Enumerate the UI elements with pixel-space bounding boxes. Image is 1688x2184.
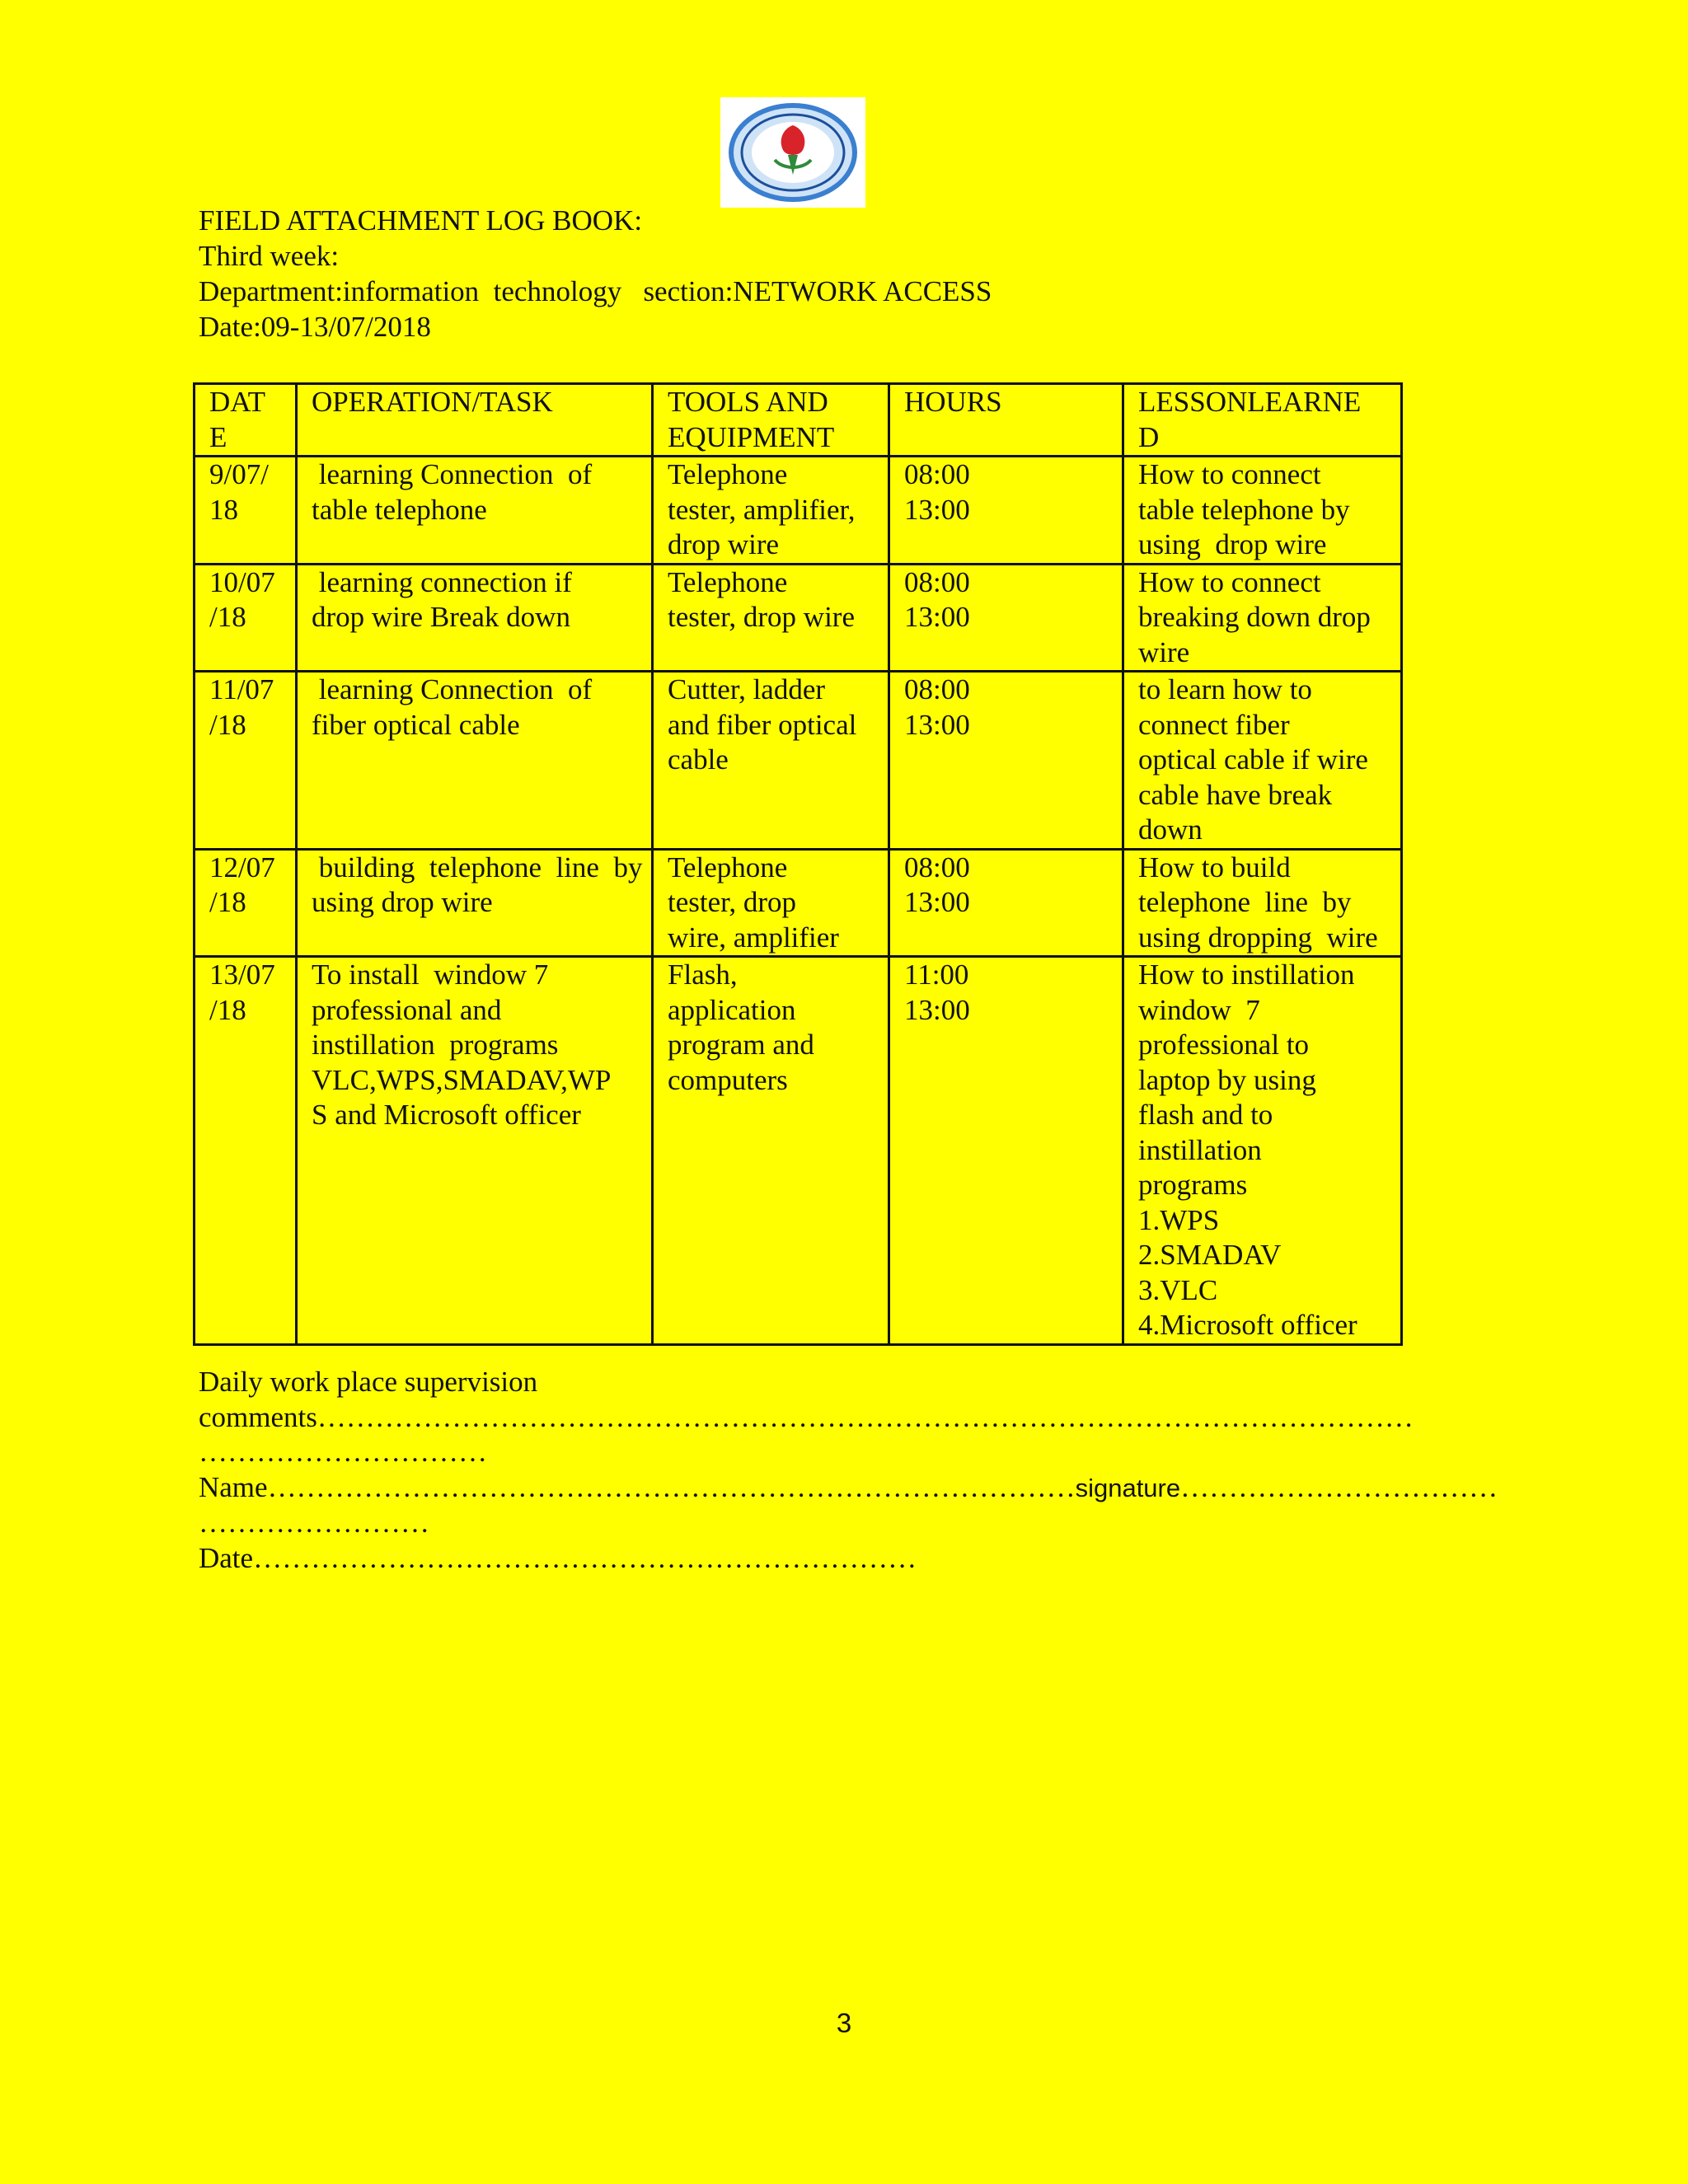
name-signature-line — [199, 1470, 1498, 1507]
table-row — [195, 457, 1402, 565]
cell-tools-equipment-line: tester, amplifier, — [668, 493, 856, 526]
cell-lesson-learned-line: window 7 — [1138, 993, 1260, 1026]
cell-hours — [889, 849, 1123, 957]
cell-operation-task-line: instillation programs — [312, 1029, 559, 1061]
cell-tools-equipment-line: tester, drop — [668, 886, 797, 918]
cell-operation-task-line: fiber optical cable — [312, 708, 520, 741]
cell-date-line: /18 — [209, 601, 246, 633]
signature-field: …………………………… — [1180, 1470, 1498, 1503]
cell-operation-task-line: VLC,WPS,SMADAV,WP — [312, 1063, 612, 1096]
cell-tools-equipment-line: and fiber optical — [668, 708, 857, 741]
cell-tools-equipment — [653, 672, 889, 850]
cell-tools-equipment-line: application — [668, 993, 796, 1026]
cell-hours-line: 13:00 — [904, 993, 970, 1026]
signature-continuation: …………………… — [199, 1507, 429, 1539]
log-table — [193, 382, 1403, 1346]
university-seal-icon — [725, 101, 860, 204]
cell-hours-line: 08:00 — [904, 458, 970, 490]
cell-tools-equipment-line: wire, amplifier — [668, 921, 839, 954]
cell-hours-line: 08:00 — [904, 673, 970, 705]
cell-hours-line: 08:00 — [904, 565, 970, 598]
date-range: Date:09-13/07/2018 — [199, 311, 431, 343]
cell-tools-equipment — [653, 564, 889, 672]
cell-tools-equipment-line: drop wire — [668, 528, 780, 560]
comments-continuation: ………………………… — [199, 1436, 487, 1468]
cell-lesson-learned-line: cable have break — [1138, 778, 1333, 811]
cell-operation-task — [297, 457, 653, 565]
cell-operation-task-line: S and Microsoft officer — [312, 1099, 581, 1131]
cell-lesson-learned-line: optical cable if wire — [1138, 743, 1368, 776]
cell-tools-equipment-line: tester, drop wire — [668, 601, 855, 633]
cell-lesson-learned-line: programs — [1138, 1169, 1248, 1201]
cell-operation-task-line: learning Connection of — [312, 458, 593, 490]
cell-hours-line: 13:00 — [904, 493, 970, 526]
cell-date-line: 11/07 — [209, 673, 274, 705]
cell-date-line: 12/07 — [209, 851, 275, 883]
cell-tools-equipment-line: Telephone — [668, 565, 788, 598]
cell-date-line: /18 — [209, 708, 246, 741]
document-title: FIELD ATTACHMENT LOG BOOK: — [199, 204, 643, 237]
header-operation-task: OPERATION/TASK — [297, 384, 653, 457]
cell-hours — [889, 457, 1123, 565]
cell-tools-equipment-line: Flash, — [668, 958, 738, 991]
cell-tools-equipment — [653, 457, 889, 565]
cell-lesson-learned-line: wire — [1138, 635, 1190, 668]
logbook-header — [199, 203, 992, 344]
cell-tools-equipment-line: computers — [668, 1063, 788, 1096]
cell-date — [195, 457, 297, 565]
cell-date-line: /18 — [209, 886, 246, 918]
cell-tools-equipment-line: program and — [668, 1029, 814, 1061]
cell-date-line: 10/07 — [209, 565, 275, 598]
cell-tools-equipment-line: Cutter, ladder — [668, 673, 826, 705]
cell-operation-task-line: drop wire Break down — [312, 601, 570, 633]
cell-lesson-learned — [1123, 564, 1402, 672]
cell-date — [195, 564, 297, 672]
cell-hours-line: 11:00 — [904, 958, 969, 991]
cell-lesson-learned-line: How to build — [1138, 851, 1291, 883]
cell-operation-task-line: learning connection if — [312, 565, 572, 598]
cell-lesson-learned — [1123, 957, 1402, 1345]
cell-lesson-learned-line: down — [1138, 813, 1203, 846]
cell-hours — [889, 564, 1123, 672]
page-number: 3 — [836, 2008, 852, 2038]
table-row — [195, 672, 1402, 850]
header-date: DAT E — [195, 384, 297, 457]
cell-lesson-learned-line: How to connect — [1138, 458, 1321, 490]
cell-lesson-learned-line: using dropping wire — [1138, 921, 1378, 954]
cell-tools-equipment-line: Telephone — [668, 851, 788, 883]
cell-lesson-learned-line: to learn how to — [1138, 673, 1312, 705]
cell-operation-task-line: learning Connection of — [312, 673, 593, 705]
cell-lesson-learned-line: breaking down drop — [1138, 601, 1371, 633]
cell-hours — [889, 957, 1123, 1345]
cell-lesson-learned-line: How to instillation — [1138, 958, 1355, 991]
cell-lesson-learned-line: 2.SMADAV — [1138, 1239, 1282, 1271]
cell-operation-task-line: professional and — [312, 993, 502, 1026]
cell-operation-task-line: table telephone — [312, 493, 487, 526]
signature-label: signature — [1075, 1473, 1181, 1502]
cell-operation-task — [297, 957, 653, 1345]
cell-date-line: /18 — [209, 993, 246, 1026]
cell-tools-equipment — [653, 849, 889, 957]
cell-tools-equipment — [653, 957, 889, 1345]
cell-operation-task-line: To install window 7 — [312, 958, 549, 991]
cell-lesson-learned-line: professional to — [1138, 1029, 1310, 1061]
cell-date — [195, 849, 297, 957]
cell-hours-line: 13:00 — [904, 886, 970, 918]
cell-date-line: 9/07/ — [209, 458, 269, 490]
cell-lesson-learned — [1123, 457, 1402, 565]
week-label: Third week: — [199, 240, 340, 272]
table-row — [195, 849, 1402, 957]
supervision-footer — [199, 1365, 1498, 1576]
cell-lesson-learned-line: 4.Microsoft officer — [1138, 1309, 1357, 1341]
supervision-label: Daily work place supervision — [199, 1366, 538, 1398]
header-hours: HOURS — [889, 384, 1123, 457]
cell-hours-line: 13:00 — [904, 601, 970, 633]
table-header-row — [195, 384, 1402, 457]
cell-lesson-learned-line: table telephone by — [1138, 493, 1350, 526]
cell-operation-task-line: using drop wire — [312, 886, 493, 918]
cell-lesson-learned-line: telephone line by — [1138, 886, 1352, 918]
cell-date — [195, 957, 297, 1345]
cell-operation-task — [297, 672, 653, 850]
cell-lesson-learned-line: 1.WPS — [1138, 1203, 1220, 1236]
cell-date-line: 13/07 — [209, 958, 275, 991]
cell-lesson-learned-line: instillation — [1138, 1133, 1262, 1166]
cell-operation-task-line: building telephone line by — [312, 851, 643, 883]
cell-operation-task — [297, 849, 653, 957]
cell-hours-line: 13:00 — [904, 708, 970, 741]
cell-lesson-learned-line: 3.VLC — [1138, 1273, 1218, 1306]
cell-lesson-learned — [1123, 672, 1402, 850]
table-row — [195, 957, 1402, 1345]
cell-lesson-learned-line: connect fiber — [1138, 708, 1290, 741]
university-logo — [720, 97, 865, 208]
cell-date-line: 18 — [209, 493, 238, 526]
header-lesson-learned: LESSONLEARNE D — [1123, 384, 1402, 457]
cell-operation-task — [297, 564, 653, 672]
cell-hours-line: 08:00 — [904, 851, 970, 883]
cell-lesson-learned-line: laptop by using — [1138, 1063, 1316, 1096]
cell-lesson-learned-line: flash and to — [1138, 1099, 1273, 1131]
cell-lesson-learned-line: using drop wire — [1138, 528, 1327, 560]
department-line: Department:information technology section:NETWORK ACCESS — [199, 275, 992, 307]
date-field: Date…………………………………………………………… — [199, 1541, 917, 1574]
name-field: Name………………………………………………………………………… — [199, 1470, 1076, 1503]
table-row — [195, 564, 1402, 672]
cell-date — [195, 672, 297, 850]
cell-tools-equipment-line: cable — [668, 743, 729, 776]
cell-hours — [889, 672, 1123, 850]
header-tools-equipment: TOOLS AND EQUIPMENT — [653, 384, 889, 457]
cell-lesson-learned — [1123, 849, 1402, 957]
cell-tools-equipment-line: Telephone — [668, 458, 788, 490]
comments-line: comments…………………………………………………………………………………………………… — [199, 1400, 1414, 1433]
cell-lesson-learned-line: How to connect — [1138, 565, 1321, 598]
